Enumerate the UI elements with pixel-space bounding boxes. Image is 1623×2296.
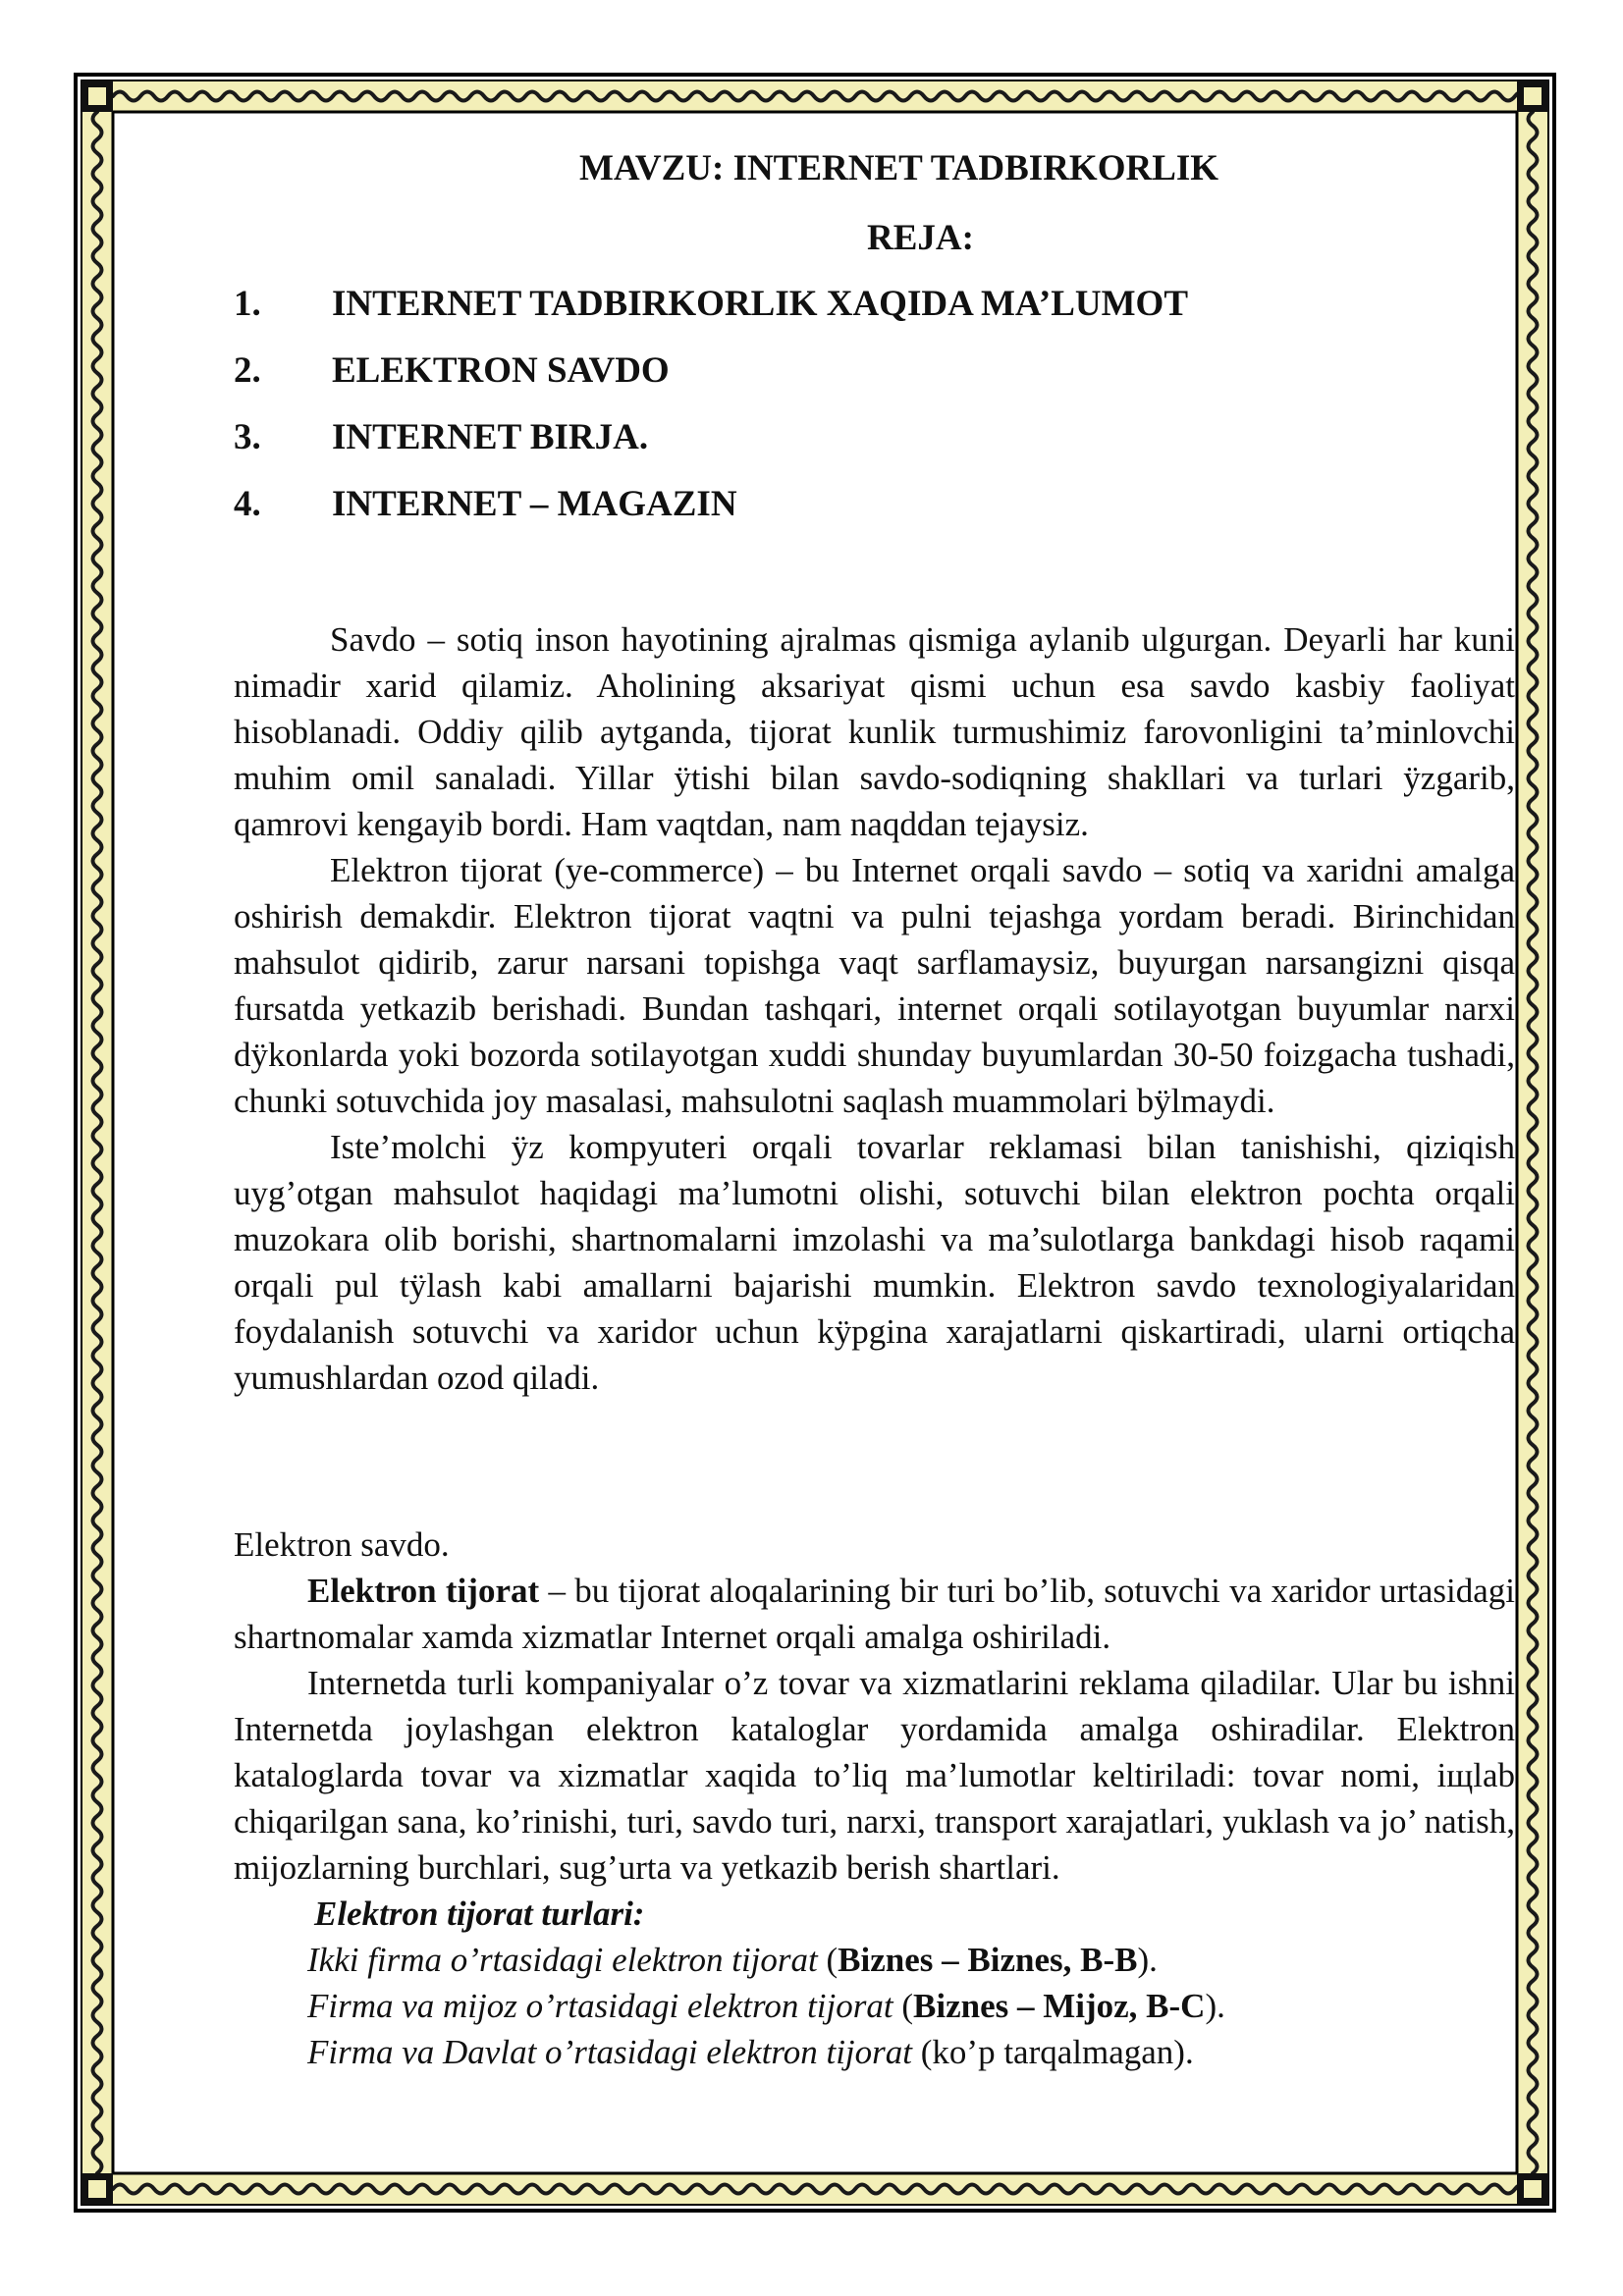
paren-open: ( (912, 2033, 933, 2071)
section-heading: Elektron savdo. (234, 1525, 450, 1564)
plan-item (234, 349, 1510, 416)
trade-type-item (234, 1983, 1515, 2029)
trade-type-code: Biznes – Mijoz, B-C (913, 1987, 1206, 2025)
paren-close: ). (1205, 1987, 1225, 2025)
definition-text: – bu tijorat aloqalarining bir turi bo’lib, sotuvchi va xaridor urtasidagi shartnomalar xamda xizmatlar Internet orqali amalga oshiriladi. (234, 1572, 1515, 1656)
trade-types-heading: Elektron tijorat turlari: (314, 1895, 645, 1933)
plan-item-text: INTERNET – MAGAZIN (332, 484, 737, 524)
intro-section (234, 616, 1515, 1401)
electronic-trade-section (234, 1522, 1515, 2075)
paragraph: Iste’molchi ÿz kompyuteri orqali tovarlar reklamasi bilan tanishishi, qiziqish uyg’otgan mahsulot haqidagi ma’lumotni olishi, sotuvchi bilan elektron pochta orqali muzokara olib borishi, shartnomalarni imzolashi va ma’sulotlarga bankdagi hisob raqami orqali pul tÿlash kabi amallarni bajarishi mumkin. Elektron savdo texnologiyalaridan foydalanish sotuvchi va xaridor uchun kÿpgina xarajatlarni qiskartiradi, ularni ortiqcha yumushlardan ozod qiladi. (234, 1128, 1515, 1397)
paren-close: ). (1137, 1941, 1158, 1979)
plan-item-number: 4. (234, 484, 261, 524)
plan-item-number: 3. (234, 417, 261, 457)
trade-type-name: Firma va mijoz o’rtasidagi elektron tijorat (307, 1987, 893, 2025)
plan-item-text: INTERNET BIRJA. (332, 417, 649, 457)
plan-item (234, 483, 1510, 550)
trade-type-name: Firma va Davlat o’rtasidagi elektron tijorat (307, 2033, 913, 2071)
trade-type-name: Ikki firma o’rtasidagi elektron tijorat (307, 1941, 818, 1979)
paren-open: ( (817, 1941, 839, 1979)
paragraph: Internetda turli kompaniyalar o’z tovar va xizmatlarini reklama qiladilar. Ular bu ishni Internetda joylashgan elektron kataloglar yordamida amalga oshiradilar. Elektron kataloglarda tovar va xizmatlar xaqida to’liq ma’lumotlar keltiriladi: tovar nomi, iщlab chiqarilgan sana, ko’rinishi, turi, savdo turi, narxi, transport xarajatlari, yuklash va jo’ natish, mijozlarning burchlari, sug’urta va yetkazib berish shartlari. (234, 1664, 1515, 1887)
paragraph (234, 1568, 1515, 1660)
paren-open: ( (893, 1987, 913, 2025)
plan-item-text: ELEKTRON SAVDO (332, 350, 670, 391)
plan-list (234, 283, 1510, 550)
plan-item-number: 2. (234, 350, 261, 391)
trade-type-item (234, 2029, 1515, 2075)
trade-type-code: Biznes – Biznes, B-B (838, 1941, 1138, 1979)
plan-item (234, 416, 1510, 483)
plan-item (234, 283, 1510, 349)
paren-close: ko’p tarqalmagan). (932, 2033, 1194, 2071)
page-title: MAVZU: INTERNET TADBIRKORLIK (579, 148, 1219, 188)
plan-heading: REJA: (867, 218, 974, 258)
paragraph: Elektron tijorat (ye-commerce) – bu Internet orqali savdo – sotiq va xaridni amalga oshirish demakdir. Elektron tijorat vaqtni va pulni tejashga yordam beradi. Birinchidan mahsulot qidirib, zarur narsani topishga vaqt sarflamaysiz, buyurgan narsangizni qisqa fursatda yetkazib berishadi. Bundan tashqari, internet orqali sotilayotgan buyumlar narxi dÿkonlarda yoki bozorda sotilayotgan xuddi shunday buyumlardan 30-50 foizgacha tushadi, chunki sotuvchida joy masalasi, mahsulotni saqlash muammolari bÿlmaydi. (234, 851, 1515, 1120)
plan-item-text: INTERNET TADBIRKORLIK XAQIDA MA’LUMOT (332, 284, 1189, 324)
plan-item-number: 1. (234, 284, 261, 324)
paragraph: Savdo – sotiq inson hayotining ajralmas qismiga aylanib ulgurgan. Deyarli har kuni nimadir xarid qilamiz. Aholining aksariyat qismi uchun esa savdo kasbiy faoliyat hisoblanadi. Oddiy qilib aytganda, tijorat kunlik turmushimiz farovonligini ta’minlovchi muhim omil sanaladi. Yillar ÿtishi bilan savdo-sodiqning shakllari va turlari ÿzgarib, qamrovi kengayib bordi. Ham vaqtdan, nam naqddan tejaysiz. (234, 620, 1515, 843)
term-bold: Elektron tijorat (307, 1572, 540, 1610)
trade-type-item (234, 1937, 1515, 1983)
trade-types-list (234, 1891, 1515, 2075)
